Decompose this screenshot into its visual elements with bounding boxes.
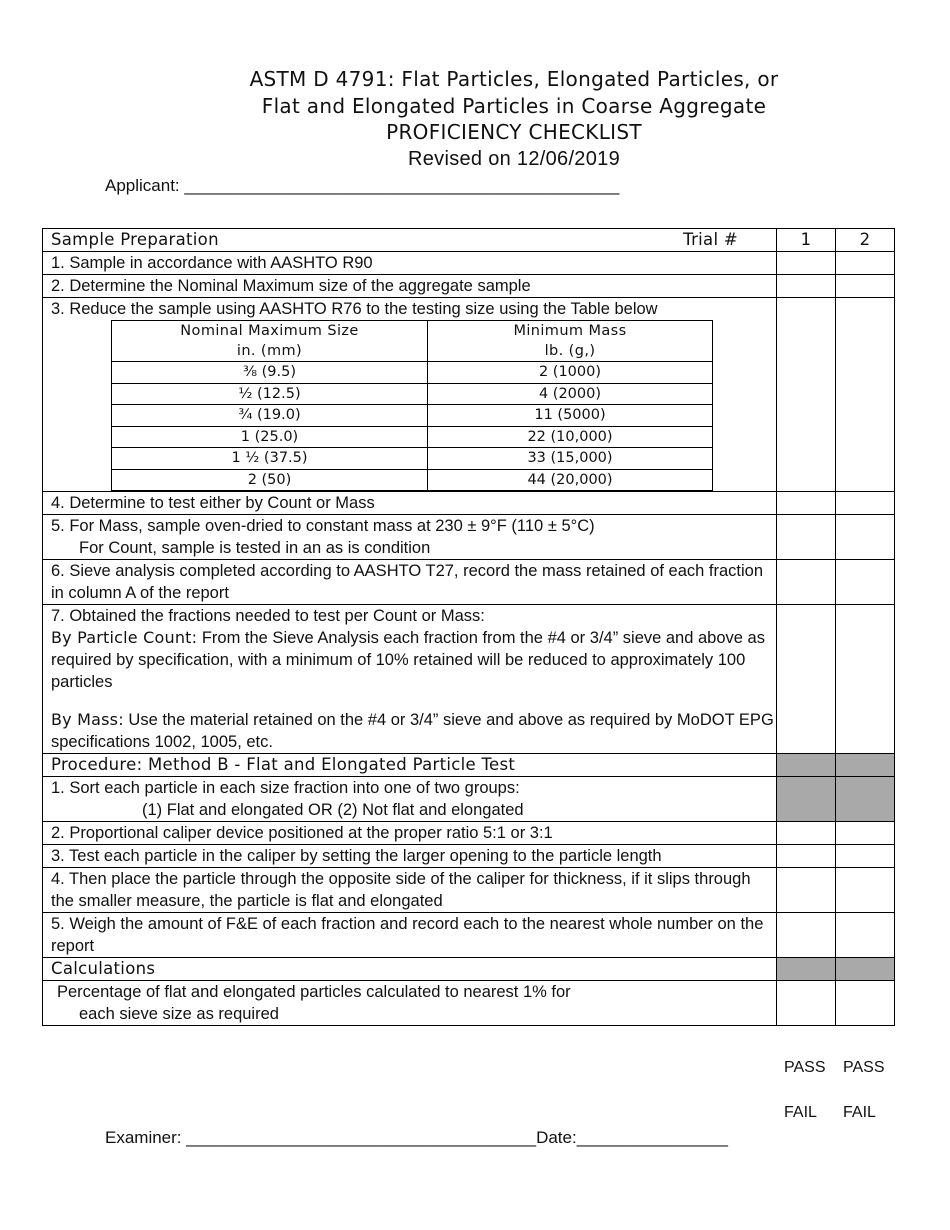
check-cell-t2[interactable]	[836, 298, 895, 492]
procedure-title: Procedure: Method B - Flat and Elongated Particle Test	[43, 754, 777, 777]
document-header	[0, 66, 950, 172]
calculations-row-1	[43, 981, 895, 1026]
check-cell-t1[interactable]	[777, 913, 836, 958]
trial-2-header: 2	[836, 229, 895, 252]
mass-column-header: Minimum Mass lb. (g,)	[428, 321, 713, 362]
procedure-item-5: 5. Weigh the amount of F&E of each fraction and record each to the nearest whole number on the report	[43, 913, 777, 958]
procedure-item-4: 4. Then place the particle through the opposite side of the caliper for thickness, if it slips through the smaller measure, the particle is flat and elongated	[43, 868, 777, 913]
check-cell-t2[interactable]	[836, 605, 895, 754]
check-cell-t2[interactable]	[836, 981, 895, 1026]
mass-cell: 33 (15,000)	[428, 448, 713, 470]
sample-prep-row-3	[43, 298, 895, 492]
calculations-title: Calculations	[43, 958, 777, 981]
sample-prep-item-4: 4. Determine to test either by Count or Mass	[43, 492, 777, 515]
check-cell-t2[interactable]	[836, 845, 895, 868]
size-cell: 2 (50)	[112, 469, 428, 491]
sample-prep-title: Sample Preparation	[51, 230, 219, 249]
shaded-cell	[777, 958, 836, 981]
check-cell-t2[interactable]	[836, 492, 895, 515]
size-cell: ⅜ (9.5)	[112, 362, 428, 384]
sample-prep-item-7: 7. Obtained the fractions needed to test per Count or Mass: By Particle Count: From the Sieve Analysis each fraction from the #4 or 3/4” sieve and above as required by specification, with a minimum of 10% retained will be reduced to approximately 100 particles By Mass: Use the material retained on the #4 or 3/4” sieve and above as required by MoDOT EPG specifications 1002, 1005, etc.	[43, 605, 777, 754]
mass-label: By Mass:	[51, 710, 124, 729]
applicant-field[interactable]: Applicant: ______________________________________________	[105, 176, 620, 195]
size-cell: ½ (12.5)	[112, 383, 428, 405]
size-cell: 1 ½ (37.5)	[112, 448, 428, 470]
particle-count-paragraph: By Particle Count: From the Sieve Analysis each fraction from the #4 or 3/4” sieve and above as required by specification, with a minimum of 10% retained will be reduced to approximately 100 particles	[51, 628, 765, 691]
mass-cell: 2 (1000)	[428, 362, 713, 384]
shaded-cell	[836, 958, 895, 981]
shaded-cell	[777, 777, 836, 822]
mass-cell: 22 (10,000)	[428, 426, 713, 448]
check-cell-t1[interactable]	[777, 845, 836, 868]
sample-prep-header	[43, 229, 777, 252]
sample-prep-item-2: 2. Determine the Nominal Maximum size of the aggregate sample	[43, 275, 777, 298]
title-line-2: Flat and Elongated Particles in Coarse Aggregate	[261, 93, 767, 118]
check-cell-t1[interactable]	[777, 868, 836, 913]
check-cell-t2[interactable]	[836, 515, 895, 560]
mass-cell: 11 (5000)	[428, 405, 713, 427]
procedure-item-2: 2. Proportional caliper device positioned at the proper ratio 5:1 or 3:1	[43, 822, 777, 845]
procedure-item-3: 3. Test each particle in the caliper by setting the larger opening to the particle length	[43, 845, 777, 868]
sample-prep-row-4	[43, 492, 895, 515]
check-cell-t1[interactable]	[777, 515, 836, 560]
particle-count-label: By Particle Count:	[51, 628, 198, 647]
check-cell-t2[interactable]	[836, 822, 895, 845]
sample-prep-item-5: 5. For Mass, sample oven-dried to constant mass at 230 ± 9°F (110 ± 5°C) For Count, sample is tested in an as is condition	[43, 515, 777, 560]
examiner-date-field[interactable]: Examiner: _____________________________________Date:________________	[105, 1128, 728, 1147]
check-cell-t2[interactable]	[836, 868, 895, 913]
check-cell-t1[interactable]	[777, 560, 836, 605]
title-line-3: PROFICIENCY CHECKLIST	[386, 120, 642, 144]
pass-option-trial-1[interactable]: PASS	[784, 1059, 826, 1076]
size-mass-row	[112, 448, 713, 470]
procedure-row-3	[43, 845, 895, 868]
trial-label: Trial #	[683, 230, 738, 249]
shaded-cell	[836, 777, 895, 822]
size-mass-row	[112, 469, 713, 491]
check-cell-t2[interactable]	[836, 913, 895, 958]
mass-cell: 44 (20,000)	[428, 469, 713, 491]
size-mass-row	[112, 426, 713, 448]
revised-date: Revised on 12/06/2019	[407, 147, 620, 170]
check-cell-t2[interactable]	[836, 252, 895, 275]
check-cell-t1[interactable]	[777, 298, 836, 492]
size-column-header: Nominal Maximum Size in. (mm)	[112, 321, 428, 362]
procedure-row-4	[43, 868, 895, 913]
sample-prep-item-3	[43, 298, 777, 492]
mass-paragraph: By Mass: Use the material retained on the #4 or 3/4” sieve and above as required by MoDOT EPG specifications 1002, 1005, etc.	[51, 710, 774, 751]
size-mass-row	[112, 405, 713, 427]
check-cell-t1[interactable]	[777, 605, 836, 754]
size-mass-row	[112, 362, 713, 384]
calculations-item-1: Percentage of flat and elongated particles calculated to nearest 1% for each sieve size as required	[43, 981, 777, 1026]
calculations-header-row	[43, 958, 895, 981]
sample-prep-row-1	[43, 252, 895, 275]
sample-prep-row-6	[43, 560, 895, 605]
check-cell-t1[interactable]	[777, 275, 836, 298]
sample-prep-header-row	[43, 229, 895, 252]
procedure-row-1	[43, 777, 895, 822]
pass-option-trial-2[interactable]: PASS	[843, 1059, 885, 1076]
size-cell: ¾ (19.0)	[112, 405, 428, 427]
check-cell-t2[interactable]	[836, 560, 895, 605]
size-mass-table	[111, 320, 713, 491]
procedure-header-row	[43, 754, 895, 777]
check-cell-t2[interactable]	[836, 275, 895, 298]
sample-prep-item-6: 6. Sieve analysis completed according to AASHTO T27, record the mass retained of each fraction in column A of the report	[43, 560, 777, 605]
fail-option-trial-1[interactable]: FAIL	[784, 1104, 817, 1121]
title-line-1: ASTM D 4791: Flat Particles, Elongated Particles, or	[249, 67, 779, 91]
checklist-table	[42, 228, 895, 1026]
mass-cell: 4 (2000)	[428, 383, 713, 405]
procedure-row-5	[43, 913, 895, 958]
trial-1-header: 1	[777, 229, 836, 252]
check-cell-t1[interactable]	[777, 492, 836, 515]
sample-prep-row-7	[43, 605, 895, 754]
procedure-row-2	[43, 822, 895, 845]
fail-option-trial-2[interactable]: FAIL	[843, 1104, 876, 1121]
sample-prep-row-5	[43, 515, 895, 560]
size-mass-header-row	[112, 321, 713, 362]
procedure-item-1: 1. Sort each particle in each size fraction into one of two groups: (1) Flat and elongated OR (2) Not flat and elongated	[43, 777, 777, 822]
sample-prep-item-1: 1. Sample in accordance with AASHTO R90	[43, 252, 777, 275]
check-cell-t1[interactable]	[777, 252, 836, 275]
shaded-cell	[777, 754, 836, 777]
check-cell-t1[interactable]	[777, 822, 836, 845]
check-cell-t1[interactable]	[777, 981, 836, 1026]
size-mass-row	[112, 383, 713, 405]
size-cell: 1 (25.0)	[112, 426, 428, 448]
sample-prep-item-3-text: 3. Reduce the sample using AASHTO R76 to the testing size using the Table below	[51, 300, 658, 318]
shaded-cell	[836, 754, 895, 777]
sample-prep-row-2	[43, 275, 895, 298]
